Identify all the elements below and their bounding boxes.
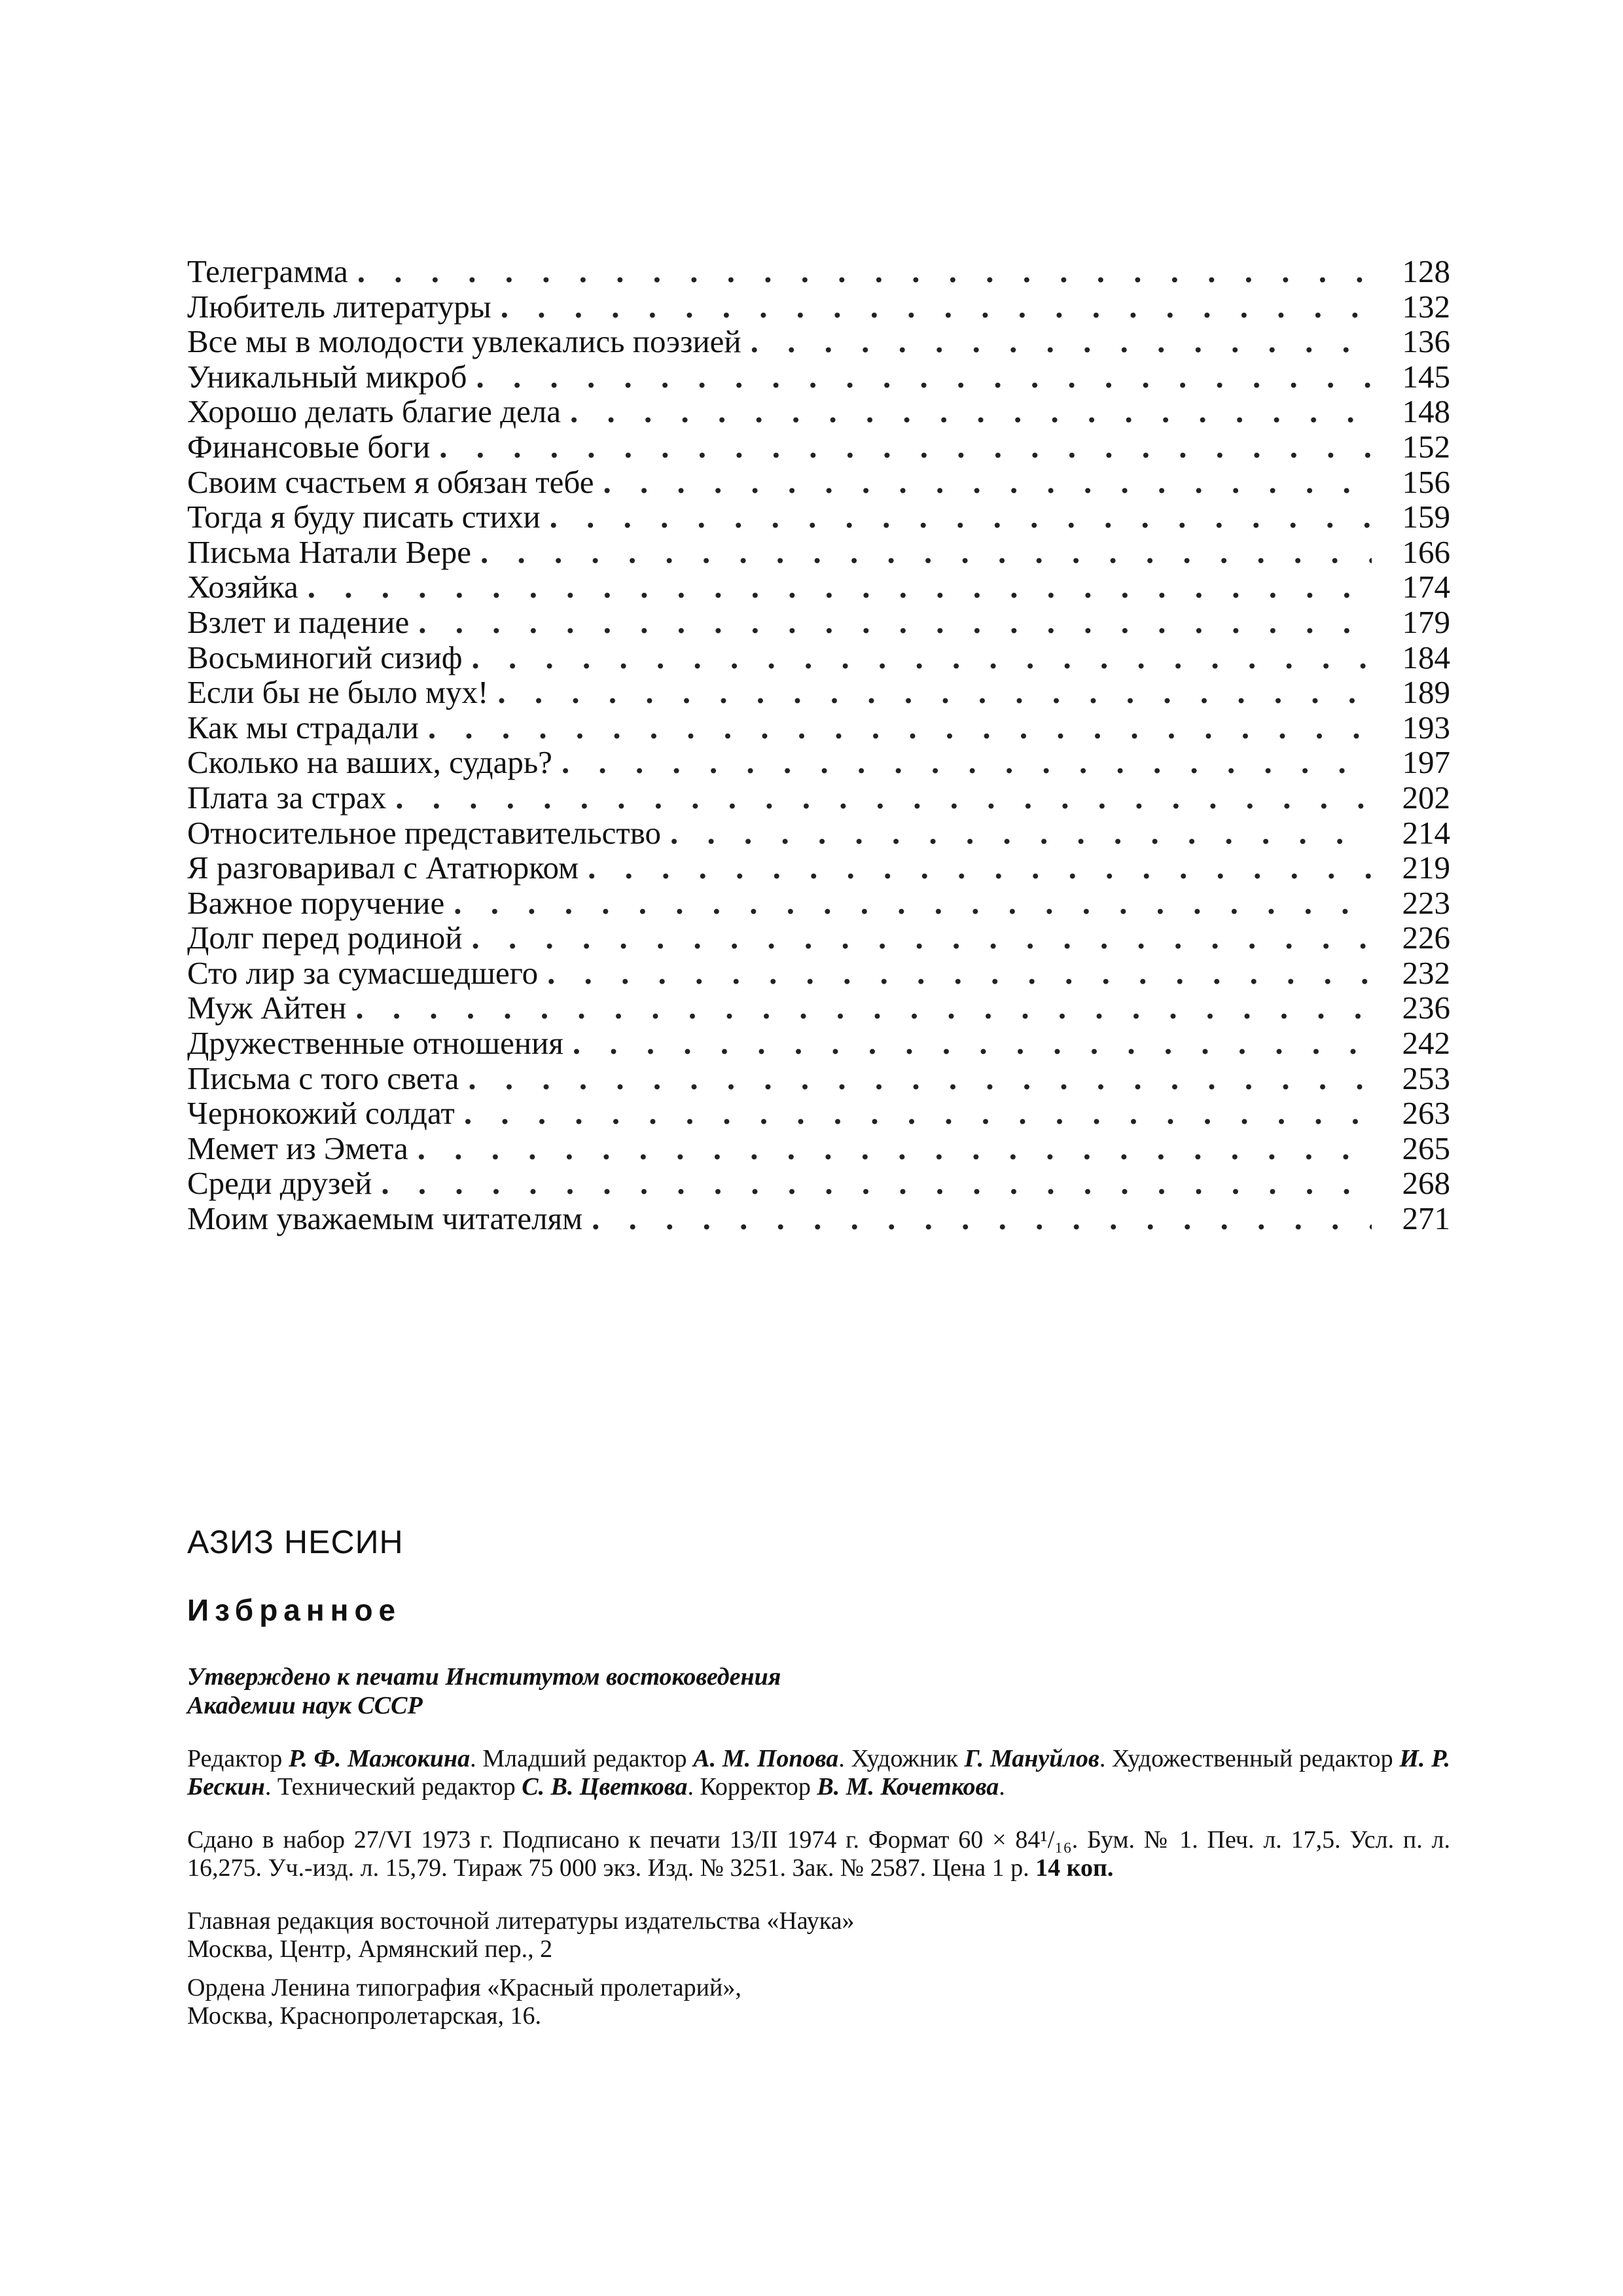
toc-entry [187, 1061, 1450, 1096]
printer-address: Москва, Краснопролетарская, 16. [187, 2002, 542, 2030]
publisher-address: Москва, Центр, Армянский пер., 2 [187, 1935, 553, 1963]
toc-entry-page: 271 [1402, 1200, 1450, 1237]
toc-entry [187, 956, 1450, 991]
toc-entry-title: Все мы в молодости увлекались поэзией [187, 323, 741, 360]
toc-entry-title: Хозяйка [187, 569, 298, 605]
toc-entry-page: 179 [1402, 603, 1450, 640]
toc-entry [187, 640, 1450, 675]
print-details-text: Сдано в набор 27/VI 1973 г. Подписано к печати 13/II 1974 г. Формат 60 × 84¹/₁₆. Бум. № 1. Печ. л. 17,5. Усл. п. л. 16,275. Уч.-изд. л. 15,79. Тираж 75 000 экз. Изд. № 3251. Зак. № 2587. Цена 1 р. [187, 1826, 1450, 1882]
dot-leader [472, 920, 1372, 956]
toc-entry-page: 263 [1402, 1095, 1450, 1132]
toc-entry-title: Своим счастьем я обязан тебе [187, 463, 594, 500]
toc-entry-title: Хорошо делать благие дела [187, 393, 562, 430]
dot-leader [670, 816, 1372, 851]
toc-entry [187, 710, 1450, 745]
colophon [187, 1522, 1450, 2030]
toc-entry-page: 202 [1402, 779, 1450, 816]
toc-entry-title: Плата за страх [187, 779, 387, 816]
toc-entry-page: 197 [1402, 744, 1450, 781]
toc-entry-title: Взлет и падение [187, 603, 410, 640]
staff-end: . [999, 1773, 1005, 1801]
toc-entry-title: Долг перед родиной [187, 920, 463, 956]
dot-leader [562, 745, 1372, 780]
toc-entry-title: Тогда я буду писать стихи [187, 499, 541, 535]
artist-name: Г. Мануйлов [964, 1745, 1099, 1772]
dot-leader [570, 394, 1372, 429]
corrector-label: . Корректор [687, 1773, 811, 1801]
toc-entry-title: Сто лир за сумасшедшего [187, 954, 539, 991]
dot-leader [439, 429, 1372, 465]
publisher-info [187, 1907, 1450, 1964]
toc-entry-page: 253 [1402, 1060, 1450, 1096]
toc-entry-page: 242 [1402, 1025, 1450, 1062]
toc-entry [187, 1131, 1450, 1166]
dot-leader [480, 535, 1372, 570]
dot-leader [497, 675, 1372, 710]
dot-leader [592, 1201, 1372, 1236]
artist-label: . Художник [838, 1745, 958, 1772]
toc-entry-page: 136 [1402, 323, 1450, 360]
dot-leader [476, 359, 1372, 395]
toc-entry-title: Моим уважаемым читателям [187, 1200, 583, 1237]
toc-entry [187, 675, 1450, 710]
dot-leader [603, 465, 1372, 500]
toc-entry-page: 214 [1402, 814, 1450, 851]
toc-entry [187, 394, 1450, 429]
toc-entry [187, 289, 1450, 325]
dot-leader [550, 499, 1372, 535]
toc-entry-title: Важное поручение [187, 884, 445, 921]
table-of-contents [187, 254, 1450, 1236]
toc-entry [187, 745, 1450, 780]
toc-entry-page: 174 [1402, 569, 1450, 605]
toc-entry-page: 265 [1402, 1130, 1450, 1166]
dot-leader [751, 324, 1372, 359]
dot-leader [395, 780, 1372, 816]
toc-entry [187, 535, 1450, 570]
toc-entry-page: 159 [1402, 499, 1450, 535]
toc-entry [187, 359, 1450, 395]
dot-leader [418, 1131, 1372, 1166]
publisher-line: Главная редакция восточной литературы издательства «Наука» [187, 1907, 855, 1935]
dot-leader [547, 956, 1372, 991]
dot-leader [381, 1166, 1372, 1201]
toc-entry [187, 1166, 1450, 1201]
dot-leader [501, 289, 1372, 325]
dot-leader [357, 254, 1372, 289]
editor-label: Редактор [187, 1745, 283, 1772]
approval-line: Утверждено к печати Институтом востоковедения [187, 1663, 781, 1691]
corrector-name: В. М. Кочеткова [817, 1773, 999, 1801]
junior-editor-label: . Младший редактор [470, 1745, 687, 1772]
book-title: Избранное [187, 1593, 402, 1627]
toc-entry [187, 1026, 1450, 1061]
toc-entry [187, 990, 1450, 1026]
author-name: АЗИЗ НЕСИН [187, 1524, 404, 1560]
dot-leader [573, 1026, 1372, 1061]
toc-entry [187, 254, 1450, 289]
toc-entry [187, 780, 1450, 816]
toc-entry [187, 324, 1450, 359]
toc-entry [187, 886, 1450, 921]
toc-entry-title: Среди друзей [187, 1165, 372, 1202]
toc-entry-page: 219 [1402, 850, 1450, 886]
tech-editor-name: С. В. Цветкова [522, 1773, 688, 1801]
dot-leader [468, 1061, 1372, 1096]
toc-entry-title: Письма с того света [187, 1060, 459, 1096]
printer-line: Ордена Ленина типография «Красный пролетарий», [187, 1974, 741, 2001]
editor-name: Р. Ф. Мажокина [288, 1745, 471, 1772]
toc-entry-page: 148 [1402, 393, 1450, 430]
dot-leader [472, 640, 1372, 675]
toc-entry-page: 152 [1402, 428, 1450, 465]
toc-entry [187, 920, 1450, 956]
toc-entry-page: 236 [1402, 990, 1450, 1026]
toc-entry-page: 226 [1402, 920, 1450, 956]
toc-entry-title: Письма Натали Вере [187, 533, 472, 570]
toc-entry [187, 569, 1450, 605]
toc-entry-page: 268 [1402, 1165, 1450, 1202]
toc-entry [187, 499, 1450, 535]
toc-entry-title: Финансовые боги [187, 428, 431, 465]
toc-entry [187, 1096, 1450, 1131]
dot-leader [428, 710, 1372, 745]
printer-info [187, 1974, 1450, 2030]
dot-leader [355, 990, 1372, 1026]
toc-entry-page: 156 [1402, 463, 1450, 500]
toc-entry [187, 850, 1450, 886]
toc-entry-title: Уникальный микроб [187, 358, 467, 395]
art-editor-name: И. Р. Бескин [187, 1745, 1451, 1801]
toc-entry-title: Как мы страдали [187, 709, 419, 745]
toc-entry-title: Мемет из Эмета [187, 1130, 408, 1166]
junior-editor-name: А. М. Попова [693, 1745, 839, 1772]
toc-entry-page: 132 [1402, 288, 1450, 325]
toc-entry [187, 429, 1450, 465]
toc-entry-page: 193 [1402, 709, 1450, 745]
toc-entry [187, 465, 1450, 500]
toc-entry-page: 166 [1402, 533, 1450, 570]
toc-entry-title: Я разговаривал с Ататюрком [187, 850, 579, 886]
toc-entry-title: Любитель литературы [187, 288, 491, 325]
toc-entry-title: Если бы не было мух! [187, 674, 489, 711]
toc-entry-title: Телеграмма [187, 253, 348, 289]
toc-entry-title: Относительное представительство [187, 814, 662, 851]
toc-entry-title: Муж Айтен [187, 990, 347, 1026]
toc-entry-page: 145 [1402, 358, 1450, 395]
dot-leader [464, 1096, 1372, 1131]
toc-entry [187, 1201, 1450, 1236]
editorial-staff [187, 1745, 1450, 1801]
art-editor-label: . Художественный редактор [1099, 1745, 1393, 1772]
toc-entry-page: 128 [1402, 253, 1450, 289]
toc-entry-title: Восьминогий сизиф [187, 639, 463, 675]
dot-leader [418, 605, 1372, 640]
toc-entry-page: 223 [1402, 884, 1450, 921]
dot-leader [308, 569, 1372, 605]
approval-line: Академии наук СССР [187, 1692, 423, 1719]
toc-entry-title: Чернокожий солдат [187, 1095, 455, 1132]
toc-entry [187, 816, 1450, 851]
print-details [187, 1826, 1450, 1882]
toc-entry-title: Дружественные отношения [187, 1025, 563, 1062]
approval-note [187, 1662, 1450, 1720]
toc-entry [187, 605, 1450, 640]
toc-entry-page: 189 [1402, 674, 1450, 711]
toc-entry-title: Сколько на ваших, сударь? [187, 744, 552, 781]
toc-entry-page: 232 [1402, 954, 1450, 991]
tech-editor-label: . Технический редактор [264, 1773, 516, 1801]
dot-leader [588, 850, 1372, 886]
dot-leader [454, 886, 1372, 921]
price-kopecks: 14 коп. [1035, 1854, 1114, 1882]
toc-entry-page: 184 [1402, 639, 1450, 675]
